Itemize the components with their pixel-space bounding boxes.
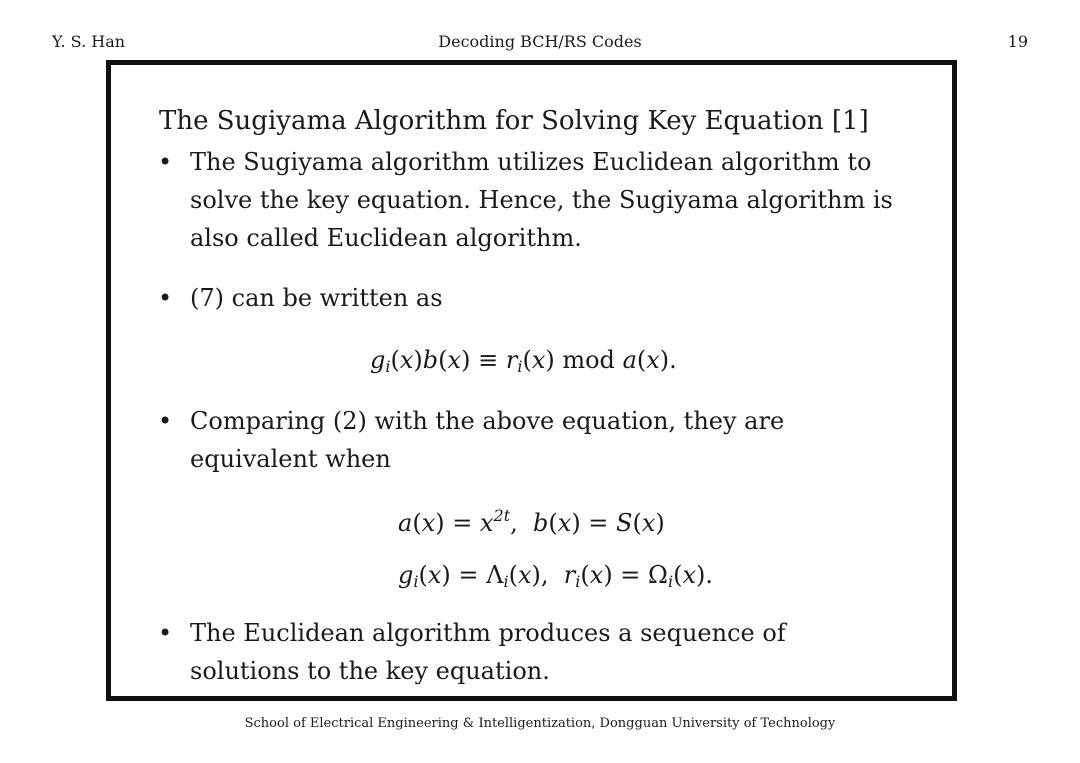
page-number: 19 <box>1007 32 1028 51</box>
bullet-text-line: (7) can be written as <box>190 284 443 312</box>
equation-substitution-2: $g_i(x) = \Lambda_i(x)$, $r_i(x) = \Omega_i(x)$. <box>398 561 713 591</box>
bullet-text-line: The Sugiyama algorithm utilizes Euclidean algorithm to <box>190 148 872 176</box>
header-author: Y. S. Han <box>52 32 126 51</box>
bullet-text-line: equivalent when <box>190 445 391 473</box>
bullet-text-line: The Euclidean algorithm produces a sequence of <box>190 619 786 647</box>
bullet-dot: • <box>158 619 173 647</box>
equation-congruence: $g_i(x)b(x) \equiv r_i(x)$ mod a(x). <box>370 346 677 376</box>
bullet-text-line: Comparing (2) with the above equation, they are <box>190 407 785 435</box>
header-title: Decoding BCH/RS Codes <box>438 32 642 51</box>
bullet-dot: • <box>158 284 173 312</box>
bullet-text-line: solutions to the key equation. <box>190 657 550 685</box>
bullet-text-line: also called Euclidean algorithm. <box>190 224 582 252</box>
bullet-dot: • <box>158 407 173 435</box>
footer-institution: School of Electrical Engineering & Intelligentization, Dongguan University of Technology <box>244 716 836 731</box>
bullet-dot: • <box>158 148 173 176</box>
bullet-text-line: solve the key equation. Hence, the Sugiyama algorithm is <box>190 186 893 214</box>
equation-substitution-1: $a(x) = x^{2t}$, b(x) = S(x) <box>398 506 665 537</box>
slide-title: The Sugiyama Algorithm for Solving Key Equation [1] <box>159 106 869 136</box>
